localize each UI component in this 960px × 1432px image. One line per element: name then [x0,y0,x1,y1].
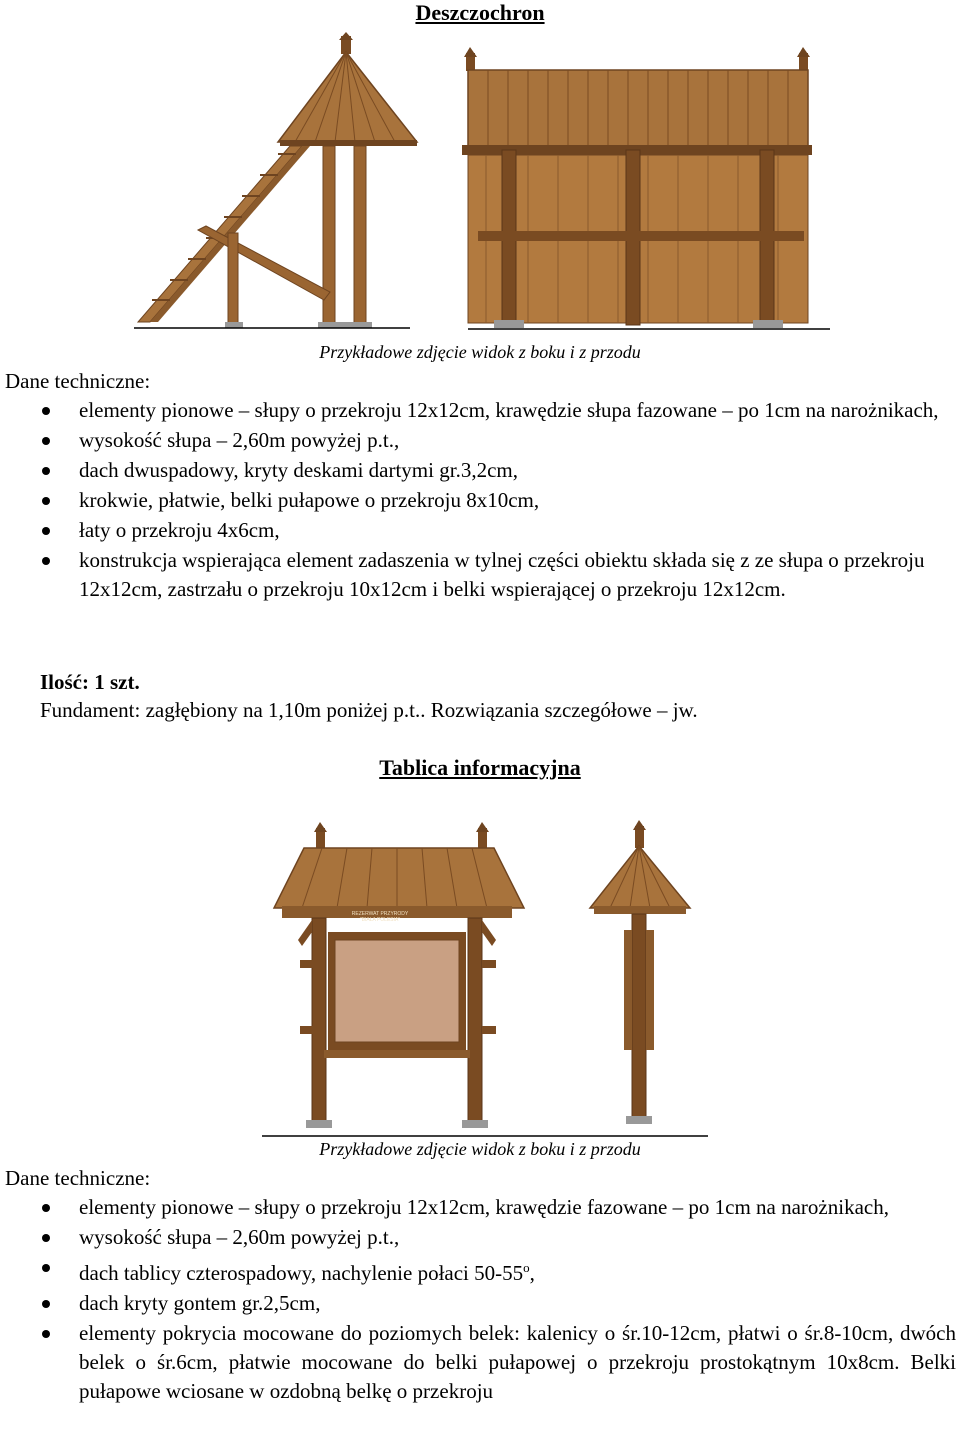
list-item: krokwie, płatwie, belki pułapowe o przekroju 8x10cm, [0,486,960,515]
board-side-view-drawing [590,820,700,1120]
section1-bullet-list [0,396,960,605]
section1-title: Deszczochron [415,0,545,25]
list-item-tail: , [529,1261,535,1285]
list-item: konstrukcja wspierająca element zadaszenia w tylnej części obiektu składa się z ze słupa o przekroju 12x12cm, zastrzału o przekroju 10x12cm i belki wspierającej o przekroju 12x12cm. [0,546,960,604]
section2-caption: Przykładowe zdjęcie widok z boku i z przodu [319,1139,641,1159]
list-item [0,1253,960,1288]
list-item: wysokość słupa – 2,60m powyżej p.t., [0,1223,960,1252]
sign-text-line2: "BIAŁA POLESIA" [359,917,401,923]
section2-bullet-list [0,1193,960,1407]
sign-text-line1: REZERWAT PRZYRODY [351,911,409,917]
section1-caption: Przykładowe zdjęcie widok z boku i z przodu [319,342,641,362]
list-item-text: dach tablicy czterospadowy, nachylenie połaci 50-55 [79,1261,524,1285]
section2-title: Tablica informacyjna [379,755,581,780]
section1-tech-label: Dane techniczne: [5,369,151,393]
list-item: elementy pionowe – słupy o przekroju 12x12cm, krawędzie fazowane – po 1cm na narożnikach, [0,1193,960,1222]
list-item: elementy pokrycia mocowane do poziomych belek: kalenicy o śr.10-12cm, płatwi o śr.8-10cm, dwóch belek o śr.6cm, płatwie mocowane do belki pułapowej o przekroju prostokątnym 10x8cm. Belki pułapowe wciosane w ozdobną belkę o przekroju [0,1319,960,1406]
list-item: elementy pionowe – słupy o przekroju 12x12cm, krawędzie słupa fazowane – po 1cm na narożnikach, [0,396,960,425]
list-item: wysokość słupa – 2,60m powyżej p.t., [0,426,960,455]
section1-foundation: Fundament: zagłębiony na 1,10m poniżej p.t.. Rozwiązania szczegółowe – jw. [40,698,698,722]
degree-superscript: o [523,1260,530,1275]
shelter-side-view-drawing [130,30,430,335]
list-item: łaty o przekroju 4x6cm, [0,516,960,545]
shelter-front-view-drawing [458,45,838,335]
section1-quantity: Ilość: 1 szt. [40,670,140,694]
list-item: dach dwuspadowy, kryty deskami dartymi gr.3,2cm, [0,456,960,485]
section2-tech-label: Dane techniczne: [5,1166,151,1190]
board-front-view-drawing [262,820,532,1140]
list-item: dach kryty gontem gr.2,5cm, [0,1289,960,1318]
